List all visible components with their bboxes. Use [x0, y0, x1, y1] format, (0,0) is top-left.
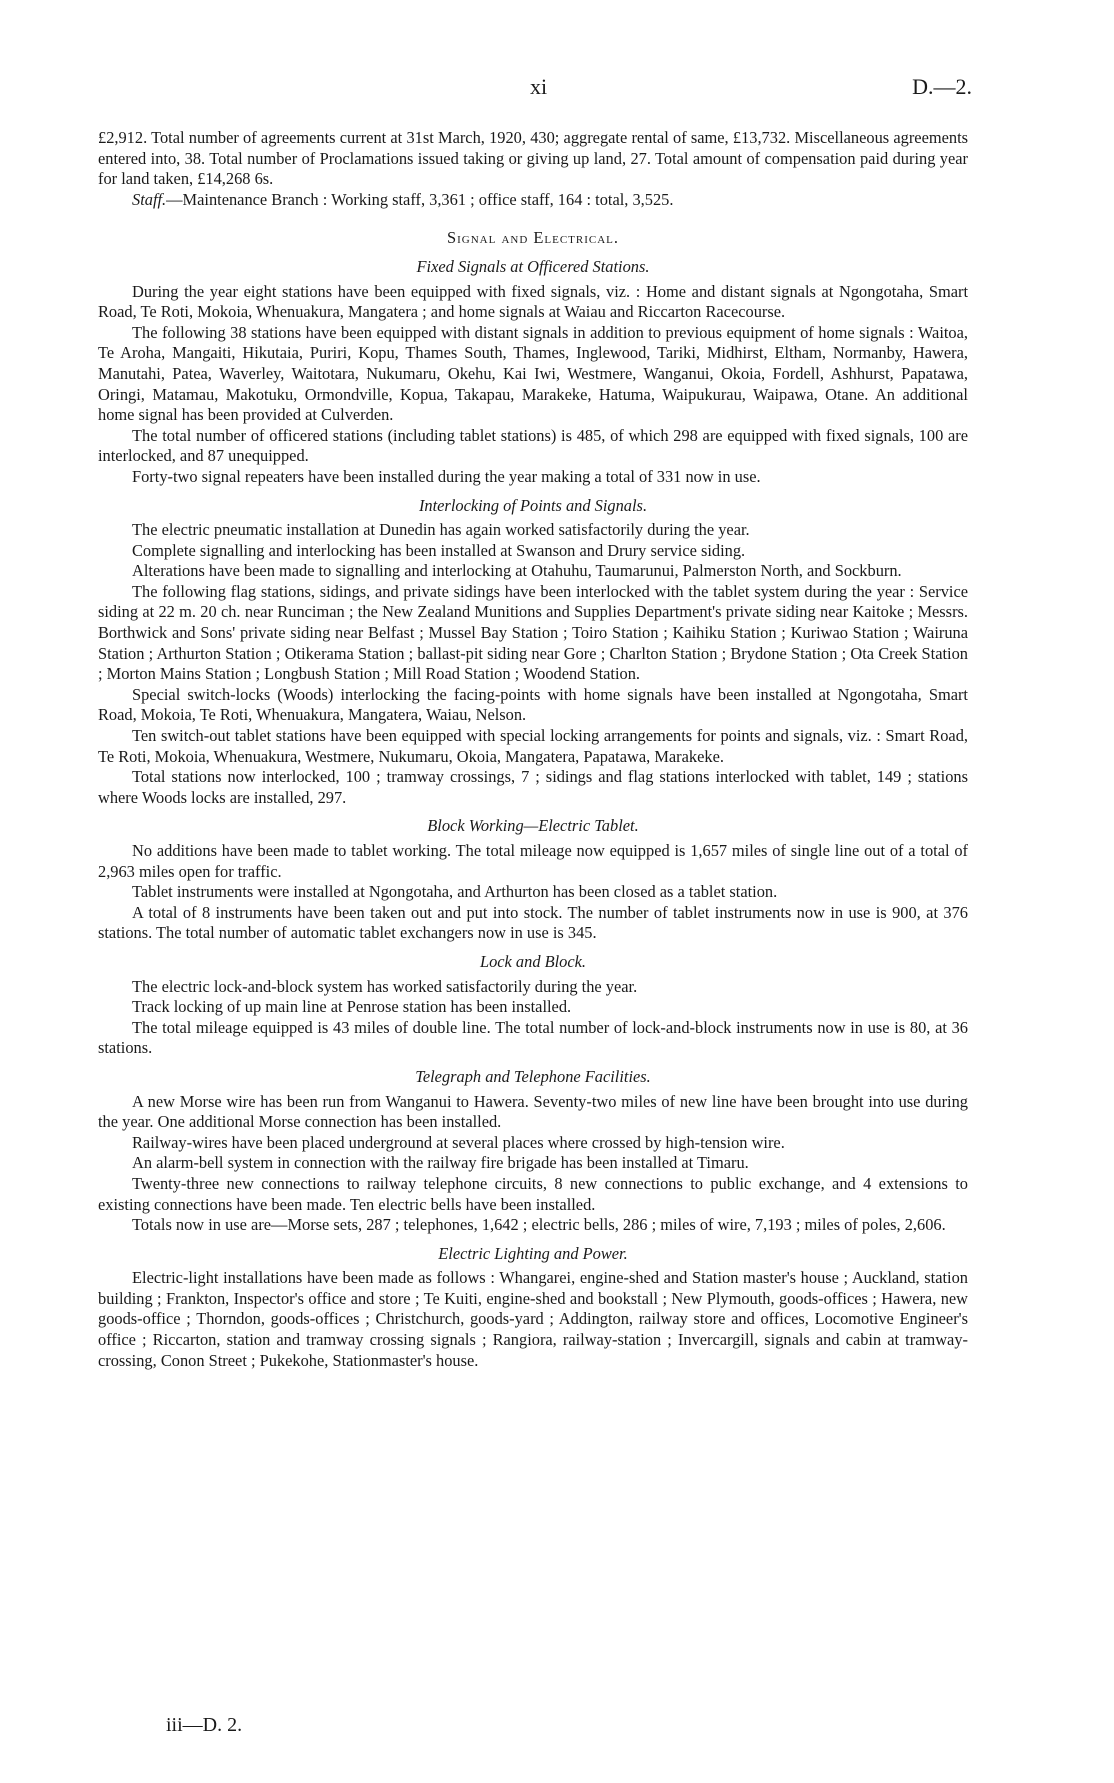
paragraph: Totals now in use are—Morse sets, 287 ; telephones, 1,642 ; electric bells, 286 ; miles of wire, 7,193 ; miles of poles, 2,606.: [132, 1215, 946, 1235]
paragraph: The total mileage equipped is 43 miles of double line. The total number of lock-and-block instruments now in use is 80, at 36 stations.: [98, 1017, 968, 1058]
paragraph: Complete signalling and interlocking has been installed at Swanson and Drury service siding.: [132, 540, 746, 560]
page-header: [0, 74, 1114, 104]
staff-label: Staff.: [132, 189, 167, 209]
paragraph: Track locking of up main line at Penrose station has been installed.: [132, 997, 572, 1017]
paragraph: No additions have been made to tablet working. The total mileage now equipped is 1,657 miles of single line out of a total of 2,963 miles open for traffic.: [98, 841, 968, 881]
heading-interlocking: Interlocking of Points and Signals.: [418, 495, 648, 515]
paragraph: A new Morse wire has been run from Wanganui to Hawera. Seventy-two miles of new line have been brought into use during the year. One additional Morse connection has been installed.: [98, 1091, 968, 1132]
paragraph: Forty-two signal repeaters have been installed during the year making a total of 331 now in use.: [132, 466, 761, 486]
heading-block-working: Block Working—Electric Tablet.: [427, 816, 639, 836]
staff-text: —Maintenance Branch : Working staff, 3,361 ; office staff, 164 : total, 3,525.: [166, 189, 674, 209]
paragraph: Electric-light installations have been made as follows : Whangarei, engine-shed and Station master's house ; Auckland, station building ; Frankton, Inspector's office and store ; Te Kuiti, engine-shed and bookstall ; New Plymouth, goods-offices ; Hawera, new goods-office ; Thorndon, goods-offices ; Christchurch, goods-yard ; Addington, railway store and offices, Locomotive Engineer's office ; Riccarton, station and tramway crossing signals ; Rangiora, railway-station ; Invercargill, signals and cabin at tramway-crossing, Conon Street ; Pukekohe, Stationmaster's house.: [98, 1268, 968, 1370]
heading-telegraph-telephone: Telegraph and Telephone Facilities.: [415, 1066, 651, 1086]
paragraph: A total of 8 instruments have been taken out and put into stock. The number of tablet instruments now in use is 900, at 376 stations. The total number of automatic tablet exchangers now in use is 345.: [98, 902, 968, 943]
heading-lock-and-block: Lock and Block.: [479, 951, 587, 971]
paragraph: Alterations have been made to signalling and interlocking at Otahuhu, Taumarunui, Palmerston North, and Sockburn.: [132, 561, 902, 581]
paragraph: The electric lock-and-block system has worked satisfactorily during the year.: [132, 976, 638, 996]
section-title-signal-electrical: Signal and Electrical.: [447, 228, 619, 248]
paragraph: The total number of officered stations (including tablet stations) is 485, of which 298 are equipped with fixed signals, 100 are interlocked, and 87 unequipped.: [98, 425, 968, 466]
paragraph: The electric pneumatic installation at Dunedin has again worked satisfactorily during the year.: [132, 520, 750, 540]
paragraph: An alarm-bell system in connection with the railway fire brigade has been installed at Timaru.: [132, 1153, 749, 1173]
paragraph-continued: £2,912. Total number of agreements current at 31st March, 1920, 430; aggregate rental of same, £13,732. Miscellaneous agreements entered into, 38. Total number of Proclamations issued taking or giving up land, 27. Total amount of compensation paid during year for land taken, £14,268 6s.: [98, 128, 968, 189]
paragraph: Special switch-locks (Woods) interlocking the facing-points with home signals have been installed at Ngongotaha, Smart Road, Mokoia, Te Roti, Whenuakura, Mangatera, Waiau, Nelson.: [98, 684, 968, 725]
document-reference: D.—2.: [912, 74, 972, 99]
paragraph: Tablet instruments were installed at Ngongotaha, and Arthurton has been closed as a tablet station.: [132, 882, 778, 902]
paragraph: The following flag stations, sidings, and private sidings have been interlocked with the tablet system during the year : Service siding at 22 m. 20 ch. near Runciman ; the New Zealand Munitions and Supplies Department's private siding near Kaitoke ; Messrs. Borthwick and Sons' private siding near Belfast ; Mussel Bay Station ; Toiro Station ; Kaihiku Station ; Kuriwao Station ; Wairuna Station ; Arthurton Station ; Otikerama Station ; ballast-pit siding near Gore ; Charlton Station ; Brydone Station ; Ota Creek Station ; Morton Mains Station ; Longbush Station ; Mill Road Station ; Woodend Station.: [98, 581, 968, 684]
heading-electric-lighting: Electric Lighting and Power.: [438, 1243, 628, 1263]
staff-paragraph: [98, 190, 968, 211]
heading-fixed-signals: Fixed Signals at Officered Stations.: [416, 256, 650, 276]
paragraph: During the year eight stations have been equipped with fixed signals, viz. : Home and distant signals at Ngongotaha, Smart Road, Te Roti, Mokoia, Whenuakura, Mangatera ; and home signals at Waiau and Riccarton Racecourse.: [98, 281, 968, 322]
paragraph: Total stations now interlocked, 100 ; tramway crossings, 7 ; sidings and flag stations interlocked with tablet, 149 ; stations where Woods locks are installed, 297.: [98, 767, 968, 807]
paragraph: The following 38 stations have been equipped with distant signals in addition to previous equipment of home signals : Waitoa, Te Aroha, Mangaiti, Hikutaia, Puriri, Kopu, Thames South, Thames, Inglewood, Tariki, Midhirst, Eltham, Normanby, Hawera, Manutahi, Patea, Waverley, Waitotara, Nukumaru, Okehu, Kai Iwi, Westmere, Wanganui, Okoia, Fordell, Ashhurst, Papatawa, Oringi, Matamau, Makotuku, Ormondville, Kopua, Takapau, Marakeke, Hatuma, Waipukurau, Waipawa, Otane. An additional home signal has been provided at Culverden.: [98, 322, 968, 425]
page-body: [98, 128, 968, 1371]
page-number: xi: [530, 74, 548, 99]
paragraph: Ten switch-out tablet stations have been equipped with special locking arrangements for points and signals, viz. : Smart Road, Te Roti, Mokoia, Whenuakura, Westmere, Nukumaru, Okoia, Mangatera, Papatawa, Marakeke.: [98, 726, 968, 766]
paragraph: Railway-wires have been placed underground at several places where crossed by high-tension wire.: [132, 1132, 785, 1152]
printer-signature: iii—D. 2.: [166, 1714, 243, 1736]
paragraph: Twenty-three new connections to railway telephone circuits, 8 new connections to public exchange, and 4 extensions to existing connections have been made. Ten electric bells have been installed.: [98, 1173, 968, 1214]
